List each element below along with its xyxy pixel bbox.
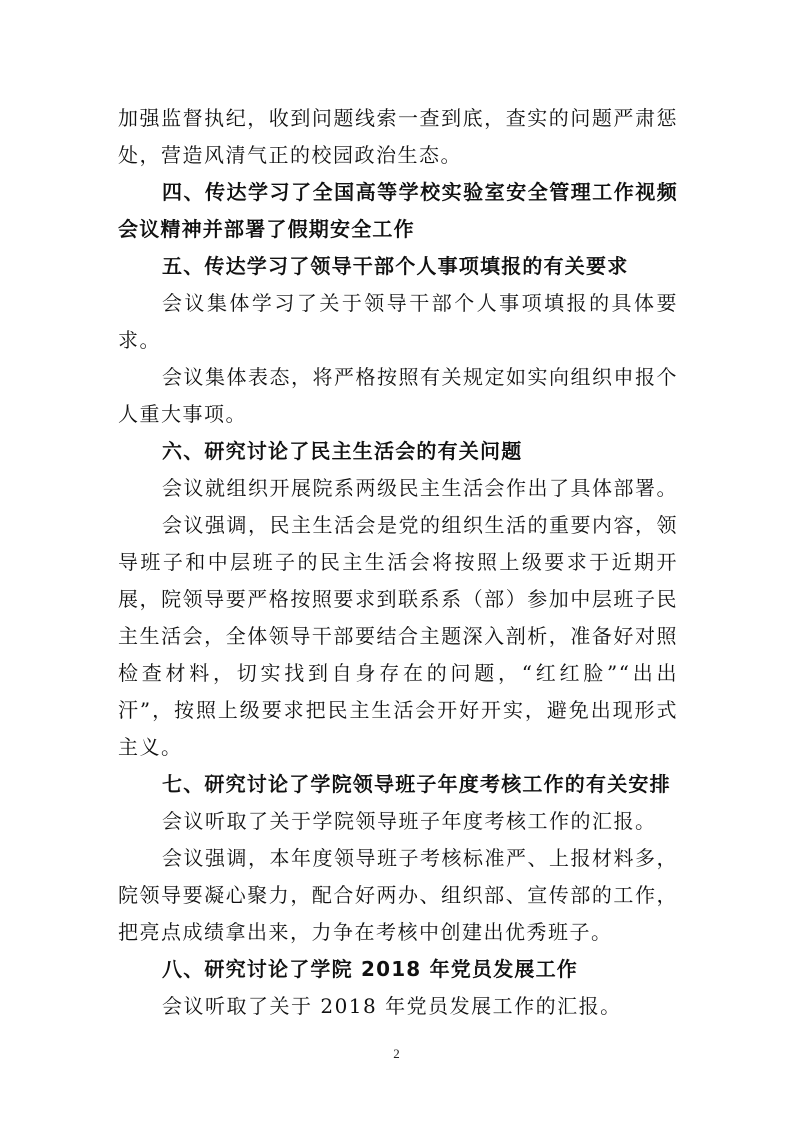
page-number: 2 — [393, 1046, 400, 1061]
paragraph: 会议集体表态，将严格按照有关规定如实向组织申报个人重大事项。 — [118, 365, 678, 426]
section-heading-6: 六、研究讨论了民主生活会的有关问题 — [162, 439, 523, 463]
paragraph: 会议强调，民主生活会是党的组织生活的重要内容，领导班子和中层班子的民主生活会将按照上级要求于近期开展，院领导要严格按照要求到联系系（部）参加中层班子民主生活会，全体领导干部要结合主题深入剖析，准备好对照检查材料，切实找到自身存在的问题，“红红脸”“出出汗”，按照上级要求把民主生活会开好开实，避免出现形式主义。 — [118, 513, 678, 759]
paragraph: 会议集体学习了关于领导干部个人事项填报的具体要求。 — [118, 291, 678, 352]
section-heading-7: 七、研究讨论了学院领导班子年度考核工作的有关安排 — [162, 772, 671, 796]
paragraph: 会议听取了关于学院领导班子年度考核工作的汇报。 — [162, 809, 657, 833]
paragraph: 会议听取了关于 2018 年党员发展工作的汇报。 — [162, 994, 622, 1018]
section-heading-5: 五、传达学习了领导干部个人事项填报的有关要求 — [162, 254, 629, 278]
document-body — [118, 100, 678, 1025]
paragraph-continuation: 加强监督执纪，收到问题线索一查到底，查实的问题严肃惩处，营造风清气正的校园政治生态。 — [118, 106, 678, 167]
section-heading-4: 四、传达学习了全国高等学校实验室安全管理工作视频会议精神并部署了假期安全工作 — [118, 180, 678, 241]
paragraph: 会议强调，本年度领导班子考核标准严、上报材料多，院领导要凝心聚力，配合好两办、组织部、宣传部的工作，把亮点成绩拿出来，力争在考核中创建出优秀班子。 — [118, 846, 678, 944]
paragraph: 会议就组织开展院系两级民主生活会作出了具体部署。 — [162, 476, 678, 500]
section-heading-8: 八、研究讨论了学院 2018 年党员发展工作 — [162, 957, 578, 981]
